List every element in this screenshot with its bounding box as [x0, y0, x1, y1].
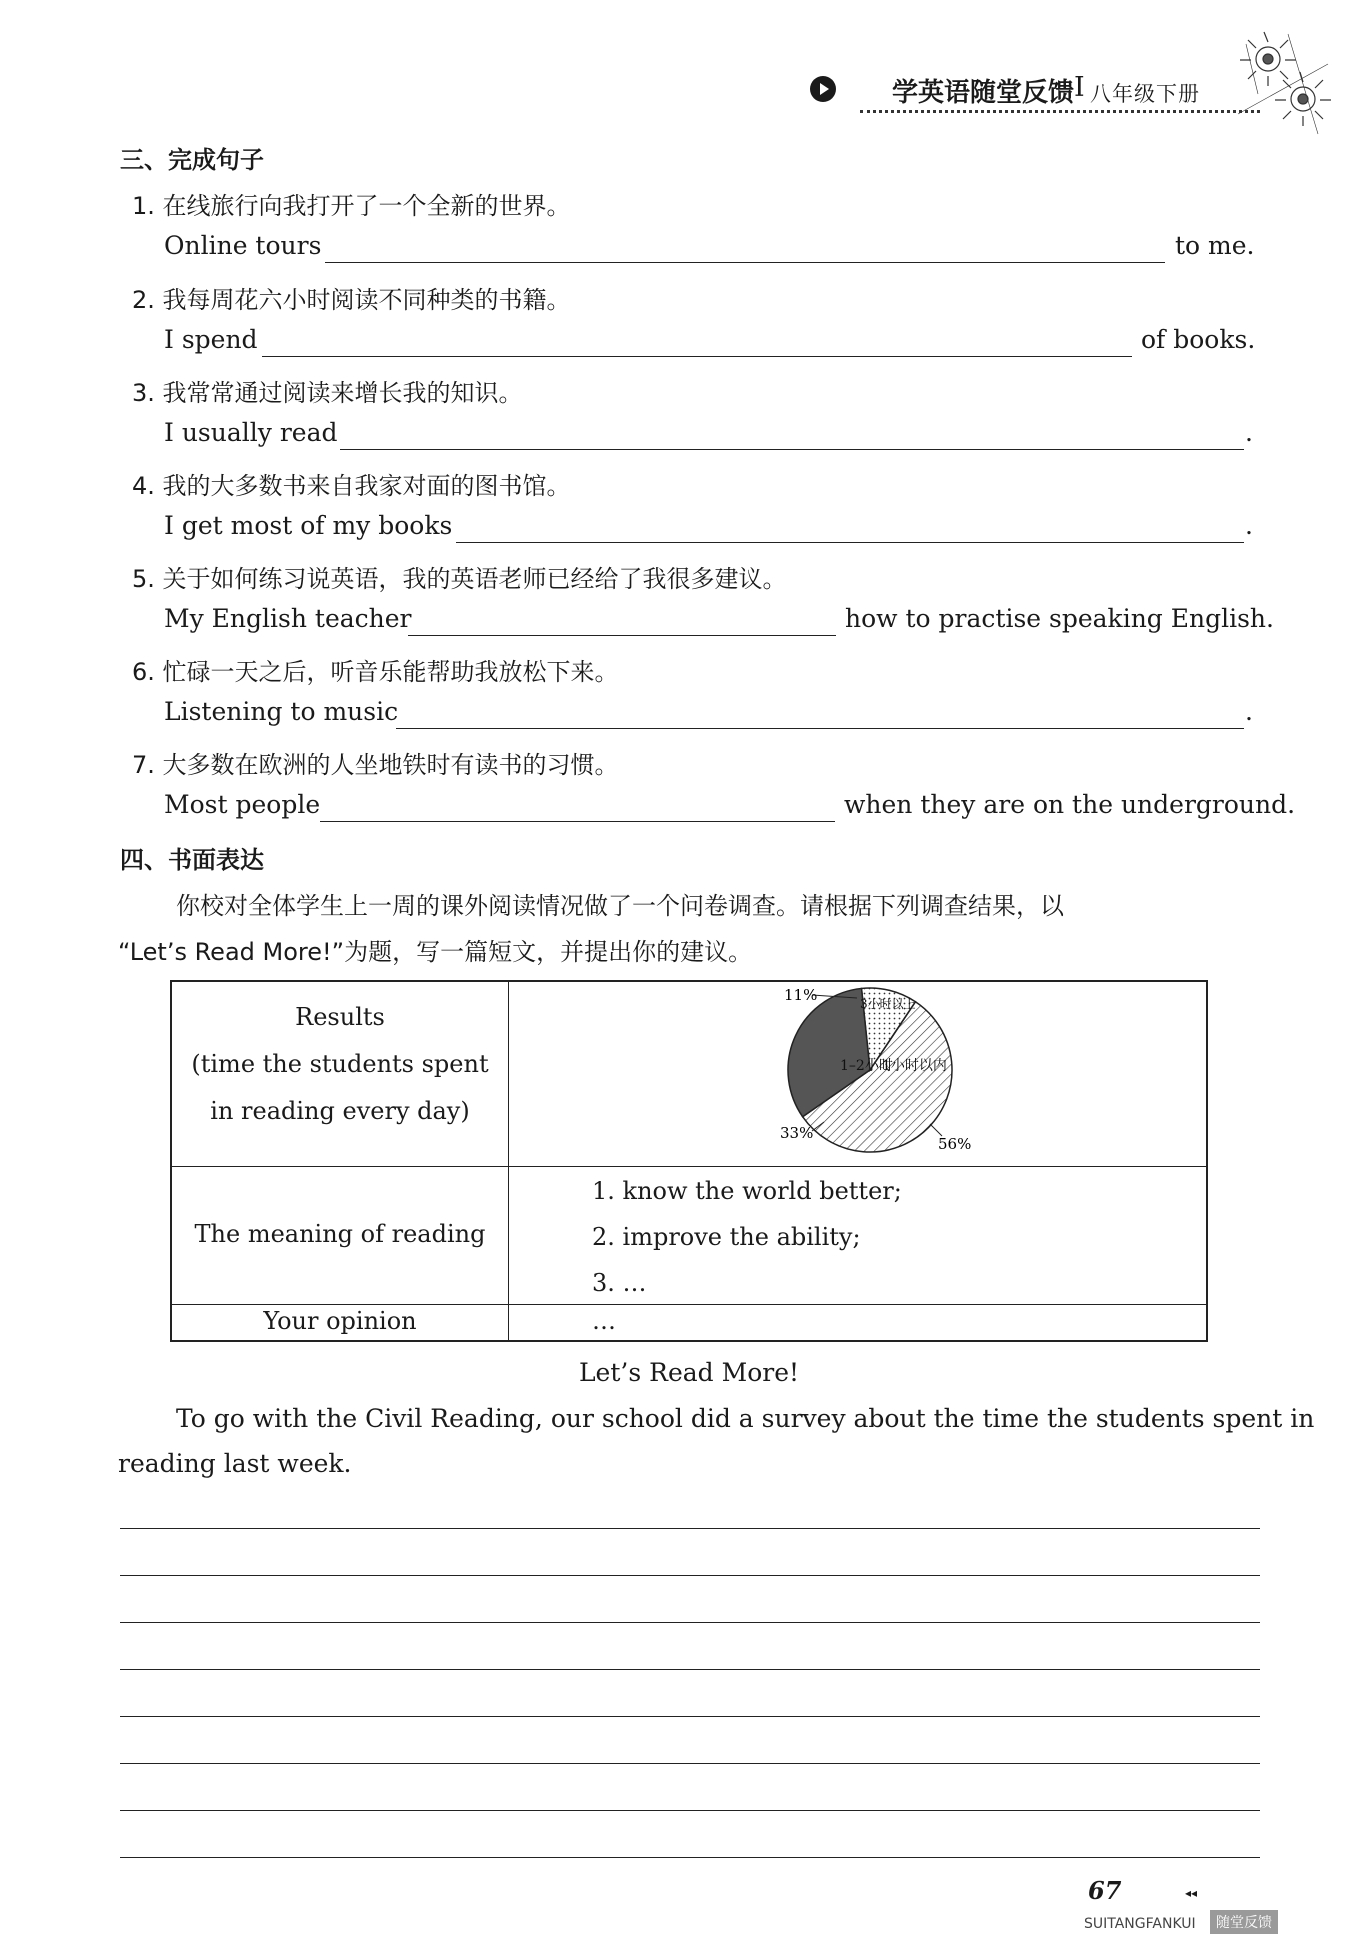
question-5-prefix: My English teacher — [164, 604, 412, 633]
question-3-prefix: I usually read — [164, 418, 338, 447]
section-title-writing: 四、书面表达 — [120, 846, 264, 874]
results-label-line-1: Results — [295, 1003, 385, 1031]
question-6-chinese: 6. 忙碌一天之后，听音乐能帮助我放松下来。 — [132, 658, 619, 686]
your-opinion-value: … — [592, 1307, 616, 1335]
essay-opening-line-1: To go with the Civil Reading, our school did a survey about the time the students spent in — [176, 1404, 1315, 1433]
reading-time-pie-chart — [732, 986, 972, 1162]
question-3-answer-blank[interactable] — [340, 449, 1244, 450]
page-number: 67 — [1088, 1876, 1122, 1905]
results-label-line-3: in reading every day) — [210, 1097, 470, 1125]
table-column-divider — [508, 982, 509, 1340]
question-7-answer-blank[interactable] — [320, 821, 835, 822]
question-1-chinese: 1. 在线旅行向我打开了一个全新的世界。 — [132, 192, 571, 220]
question-6-answer-blank[interactable] — [396, 728, 1244, 729]
writing-line[interactable] — [120, 1528, 1260, 1529]
slice-percent-56: 56% — [938, 1135, 972, 1153]
slice-percent-11: 11% — [784, 986, 818, 1004]
question-7-prefix: Most people — [164, 790, 321, 819]
meaning-list — [592, 1168, 902, 1306]
writing-line[interactable] — [120, 1810, 1260, 1811]
footer-pinyin: SUITANGFANKUI — [1084, 1916, 1196, 1932]
book-title: 学英语随堂反馈 — [892, 78, 1075, 108]
essay-opening-line-2: reading last week. — [118, 1449, 352, 1478]
writing-instruction-line-1: 你校对全体学生上一周的课外阅读情况做了一个问卷调查。请根据下列调查结果，以 — [176, 892, 1064, 920]
question-4-answer-blank[interactable] — [456, 542, 1244, 543]
essay-title: Let’s Read More! — [578, 1358, 800, 1387]
writing-instruction-line-2: “Let’s Read More!”为题，写一篇短文，并提出你的建议。 — [118, 938, 753, 966]
meaning-of-reading-label: The meaning of reading — [194, 1220, 486, 1248]
grade-label: 八年级下册 — [1090, 82, 1200, 106]
flower-decoration-icon — [1228, 24, 1338, 144]
question-2-suffix: of books. — [1141, 325, 1256, 354]
meaning-item-3: 3. … — [592, 1269, 647, 1297]
question-6-prefix: Listening to music — [164, 697, 399, 726]
question-3-chinese: 3. 我常常通过阅读来增长我的知识。 — [132, 379, 523, 407]
slice-label-within-1-hour: 1小时以内 — [882, 1058, 947, 1074]
header-dotted-rule — [860, 110, 1260, 113]
writing-line[interactable] — [120, 1857, 1260, 1858]
question-3-suffix: . — [1245, 418, 1253, 447]
meaning-item-1: 1. know the world better; — [592, 1177, 902, 1205]
question-2-chinese: 2. 我每周花六小时阅读不同种类的书籍。 — [132, 286, 571, 314]
question-7-suffix: when they are on the underground. — [844, 790, 1296, 819]
question-1-answer-blank[interactable] — [325, 262, 1165, 263]
your-opinion-label: Your opinion — [263, 1307, 417, 1335]
title-separator: I — [1074, 72, 1085, 103]
question-1-prefix: Online tours — [164, 231, 322, 260]
writing-line[interactable] — [120, 1763, 1260, 1764]
arrows-icon: ◂◂ — [1185, 1886, 1198, 1900]
question-7-chinese: 7. 大多数在欧洲的人坐地铁时有读书的习惯。 — [132, 751, 619, 779]
question-2-answer-blank[interactable] — [262, 356, 1132, 357]
question-6-suffix: . — [1245, 697, 1253, 726]
writing-line[interactable] — [120, 1669, 1260, 1670]
results-label — [172, 994, 508, 1135]
question-5-suffix: how to practise speaking English. — [845, 604, 1274, 633]
slice-label-1-2-hours: 1–2小时 — [840, 1058, 893, 1074]
survey-table — [170, 980, 1208, 1342]
writing-line[interactable] — [120, 1575, 1260, 1576]
section-title-complete-sentences: 三、完成句子 — [120, 146, 264, 174]
question-5-answer-blank[interactable] — [408, 635, 836, 636]
question-4-suffix: . — [1245, 511, 1253, 540]
question-4-prefix: I get most of my books — [164, 511, 453, 540]
meaning-item-2: 2. improve the ability; — [592, 1223, 861, 1251]
play-icon — [810, 76, 836, 102]
question-4-chinese: 4. 我的大多数书来自我家对面的图书馆。 — [132, 472, 571, 500]
question-5-chinese: 5. 关于如何练习说英语，我的英语老师已经给了我很多建议。 — [132, 565, 787, 593]
writing-line[interactable] — [120, 1622, 1260, 1623]
question-1-suffix: to me. — [1175, 231, 1255, 260]
question-2-prefix: I spend — [164, 325, 258, 354]
table-row-divider — [172, 1166, 1206, 1167]
slice-label-over-3-hours: 3小时以上 — [860, 997, 916, 1011]
results-label-line-2: (time the students spent — [191, 1050, 489, 1078]
writing-line[interactable] — [120, 1716, 1260, 1717]
footer-badge: 随堂反馈 — [1210, 1910, 1278, 1934]
slice-percent-33: 33% — [780, 1124, 814, 1142]
